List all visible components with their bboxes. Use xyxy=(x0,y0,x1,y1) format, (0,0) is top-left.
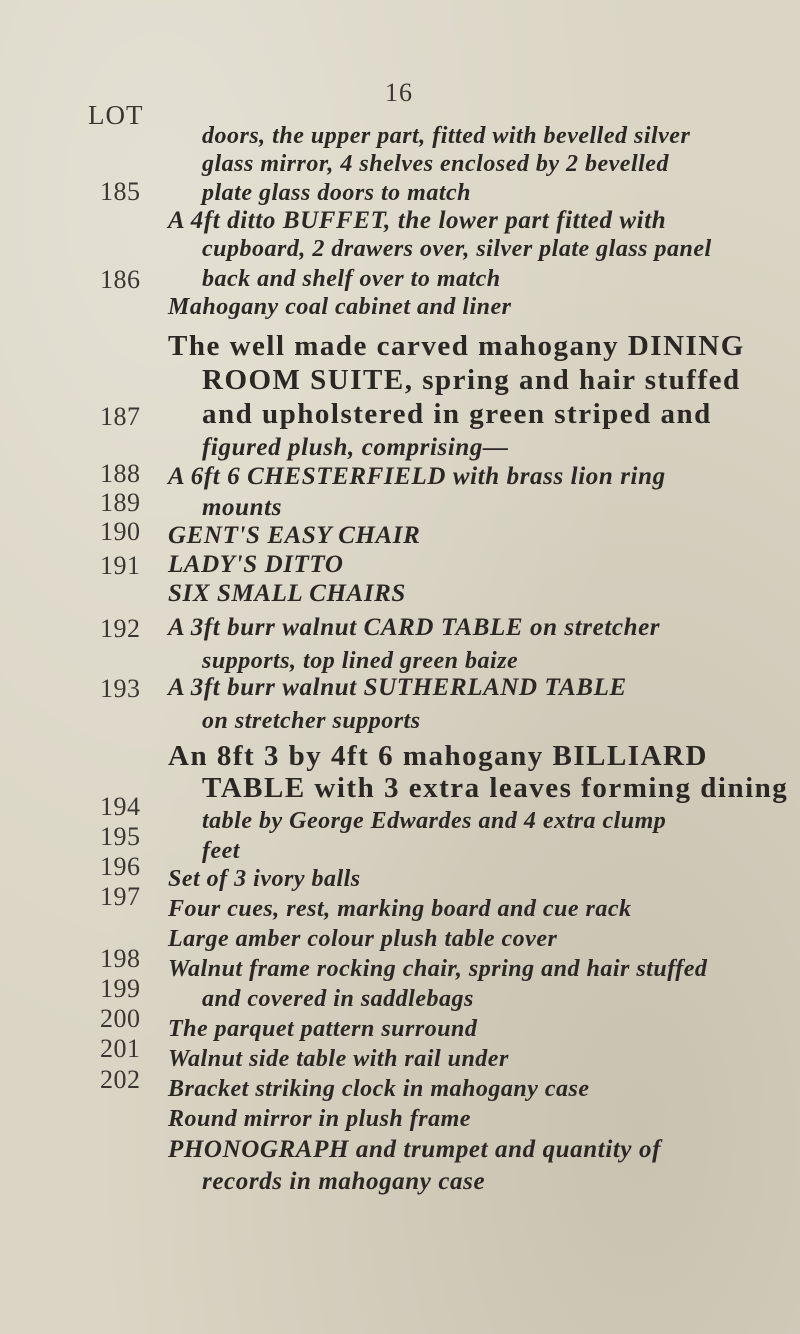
lot-description-line: LADY'S DITTO xyxy=(168,551,344,578)
lot-description-line: Large amber colour plush table cover xyxy=(168,926,558,952)
lot-description-line: A 4ft ditto BUFFET, the lower part fitted with xyxy=(168,207,667,234)
lot-description-line: The parquet pattern surround xyxy=(168,1016,478,1042)
lot-description-line: cupboard, 2 drawers over, silver plate glass panel xyxy=(202,236,712,262)
lot-description-line: and covered in saddlebags xyxy=(202,986,474,1012)
lot-number: 194 xyxy=(100,792,141,821)
lot-number: 186 xyxy=(100,265,141,294)
page-number: 16 xyxy=(385,78,413,107)
lot-description-line: Walnut side table with rail under xyxy=(168,1046,509,1072)
lot-column-header: LOT xyxy=(88,100,144,130)
lot-description-line: plate glass doors to match xyxy=(202,180,472,206)
lot-description-line: SIX SMALL CHAIRS xyxy=(168,580,406,607)
lot-description-line: The well made carved mahogany DINING xyxy=(168,330,745,362)
lot-number: 201 xyxy=(100,1034,141,1063)
lot-description-line: GENT'S EASY CHAIR xyxy=(168,522,421,549)
lot-description-line: feet xyxy=(202,838,240,864)
lot-description-line: Four cues, rest, marking board and cue rack xyxy=(168,896,632,922)
lot-number: 196 xyxy=(100,852,141,881)
lot-description-line: TABLE with 3 extra leaves forming dining xyxy=(202,772,789,804)
lot-number: 188 xyxy=(100,459,141,488)
lot-description-line: figured plush, comprising— xyxy=(202,434,509,461)
lot-description-line: back and shelf over to match xyxy=(202,266,501,292)
lot-description-line: Walnut frame rocking chair, spring and hair stuffed xyxy=(168,956,708,982)
lot-description-line: An 8ft 3 by 4ft 6 mahogany BILLIARD xyxy=(168,740,708,772)
lot-description-line: PHONOGRAPH and trumpet and quantity of xyxy=(168,1136,661,1163)
lot-number: 190 xyxy=(100,517,141,546)
lot-description-line: Round mirror in plush frame xyxy=(168,1106,471,1132)
lot-description-line: Mahogany coal cabinet and liner xyxy=(168,294,512,320)
lot-description-line: A 3ft burr walnut CARD TABLE on stretcher xyxy=(168,614,661,641)
lot-description-line: supports, top lined green baize xyxy=(202,648,519,674)
lot-description-line: Set of 3 ivory balls xyxy=(168,866,361,892)
lot-description-line: A 6ft 6 CHESTERFIELD with brass lion ring xyxy=(168,463,666,490)
lot-description-line: A 3ft burr walnut SUTHERLAND TABLE xyxy=(168,674,627,701)
lot-number: 193 xyxy=(100,674,141,703)
lot-description-line: doors, the upper part, fitted with bevelled silver xyxy=(202,123,691,149)
lot-description-line: Bracket striking clock in mahogany case xyxy=(168,1076,590,1102)
lot-description-line: mounts xyxy=(202,494,283,521)
lot-description-line: glass mirror, 4 shelves enclosed by 2 bevelled xyxy=(202,151,669,177)
lot-number: 198 xyxy=(100,944,141,973)
lot-number: 197 xyxy=(100,882,141,911)
lot-number: 192 xyxy=(100,614,141,643)
lot-number: 199 xyxy=(100,974,141,1003)
lot-number: 202 xyxy=(100,1065,141,1094)
lot-description-line: on stretcher supports xyxy=(202,708,421,734)
lot-number: 185 xyxy=(100,177,141,206)
lot-number: 195 xyxy=(100,822,141,851)
lot-description-line: ROOM SUITE, spring and hair stuffed xyxy=(202,364,741,396)
lot-description-line: table by George Edwardes and 4 extra clump xyxy=(202,808,667,834)
lot-number: 191 xyxy=(100,551,141,580)
lot-number: 200 xyxy=(100,1004,141,1033)
lot-description-line: records in mahogany case xyxy=(202,1168,486,1195)
lot-description-line: and upholstered in green striped and xyxy=(202,398,712,430)
lot-number: 187 xyxy=(100,402,141,431)
lot-number: 189 xyxy=(100,488,141,517)
